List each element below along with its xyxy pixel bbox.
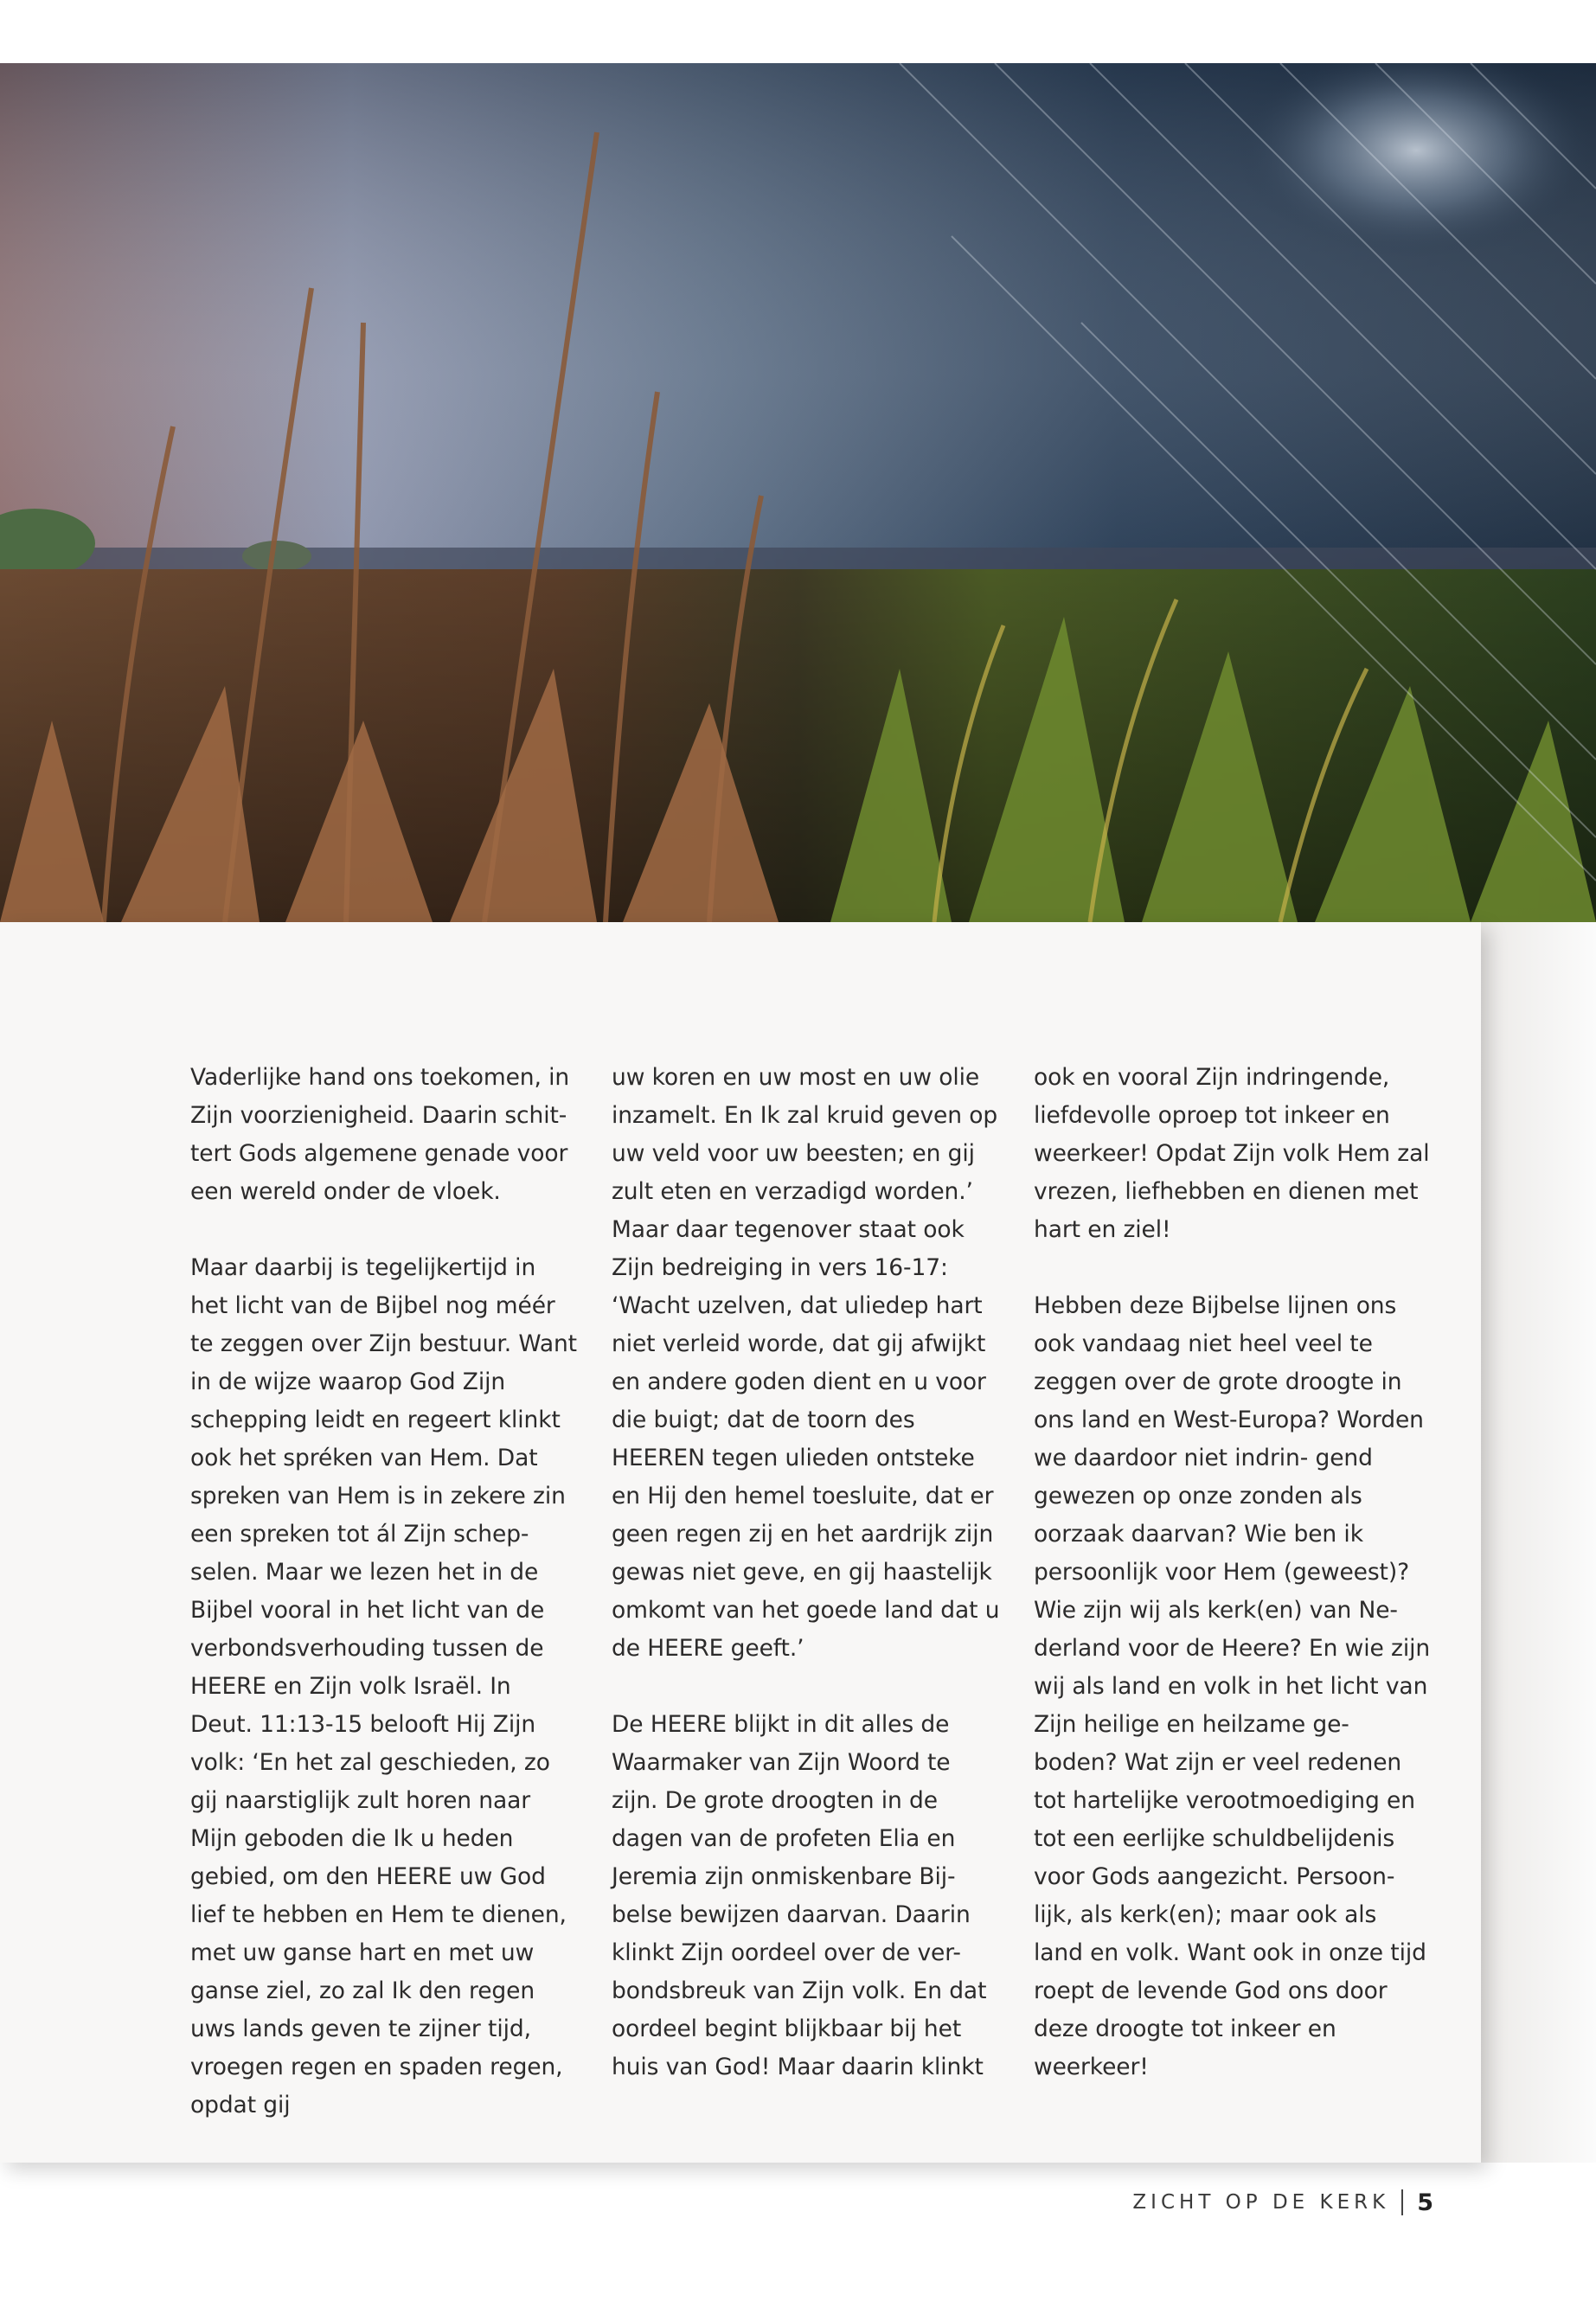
footer-divider [1401, 2189, 1403, 2215]
publication-title: ZICHT OP DE KERK [1132, 2191, 1390, 2214]
paragraph: uw koren en uw most en uw olie inzamelt. En Ik zal kruid geven op uw veld voor uw beesten; en gij zult eten en verzadigd worden.’ Maar daar tegenover staat ook Zijn bedreiging in vers 16-17: ‘Wacht uzelven, dat uliedер hart niet verleid worde, dat gij afwijkt en andere goden dient en u voor die buigt; dat de toorn des HEEREN tegen ulieden ontsteke en Hij den hemel toesluite, dat er geen regen zij en het aardrijk zijn gewas niet geve, en gij haastelijk omkomt van het goede land dat u de HEERE geeft.’ [612, 1064, 1000, 1662]
paragraph: Maar daarbij is tegelijkertijd in het licht van de Bijbel nog méér te zeggen over Zijn bestuur. Want in de wijze waarop God Zijn schepping leidt en regeert klinkt ook het spréken van Hem. Dat spreken van Hem is in zekere zin een spreken tot ál Zijn schep- selen. Maar we lezen het in de Bijbel vooral in het licht van de verbondsverhouding tussen de HEERE en Zijn volk Israël. In Deut. 11:13-15 belooft Hij Zijn volk: ‘En het zal geschieden, zo gij naarstiglijk zult horen naar Mijn geboden die Ik u heden gebied, om den HEERE uw God lief te hebben en Hem te dienen, met uw ganse hart en met uw ganse ziel, zo zal Ik den regen uws lands geven te zijner tijd, vroegen regen en spaden regen, opdat gij [190, 1254, 577, 2118]
text-column-1 [190, 1059, 580, 2125]
field-drought-and-rain-photo [0, 63, 1596, 922]
text-column-2 [612, 1059, 1001, 2086]
paragraph: ook en vooral Zijn indringende, liefdevolle oproep tot inkeer en weerkeer! Opdat Zijn volk Hem zal vrezen, liefhebben en dienen met hart en ziel! [1034, 1064, 1430, 1243]
text-column-3 [1034, 1059, 1432, 2086]
hero-photo [0, 63, 1596, 922]
page-number: 5 [1417, 2189, 1433, 2216]
panel-edge-shadow [1481, 922, 1596, 2163]
paragraph: Vaderlijke hand ons toekomen, in Zijn voorzienigheid. Daarin schit- tert Gods algemene genade voor een wereld onder de vloek. [190, 1064, 570, 1205]
page-footer [1132, 2185, 1433, 2220]
paragraph: Hebben deze Bijbelse lijnen ons ook vandaag niet heel veel te zeggen over de grote droogte in ons land en West-Europa? Worden we daardoor niet indrin- gend gewezen op onze zonden als oorzaak daarvan? Wie ben ik persoonlijk voor Hem (geweest)? Wie zijn wij als kerk(en) van Ne- derland voor de Heere? En wie zijn wij als land en volk in het licht van Zijn heilige en heilzame ge- boden? Wat zijn er veel redenen tot hartelijke verootmoediging en tot een eerlijke schuldbelijdenis voor Gods aangezicht. Persoon- lijk, als kerk(en); maar ook als land en volk. Want ook in onze tijd roept de levende God ons door deze droogte tot inkeer en weerkeer! [1034, 1292, 1431, 2080]
paragraph: De HEERE blijkt in dit alles de Waarmaker van Zijn Woord te zijn. De grote droogten in de dagen van de profeten Elia en Jeremia zijn onmiskenbare Bij- belse bewijzen daarvan. Daarin klinkt Zijn oordeel over de ver- bondsbreuk van Zijn volk. En dat oordeel begint blijkbaar bij het huis van God! Maar daarin klinkt [612, 1711, 987, 2080]
